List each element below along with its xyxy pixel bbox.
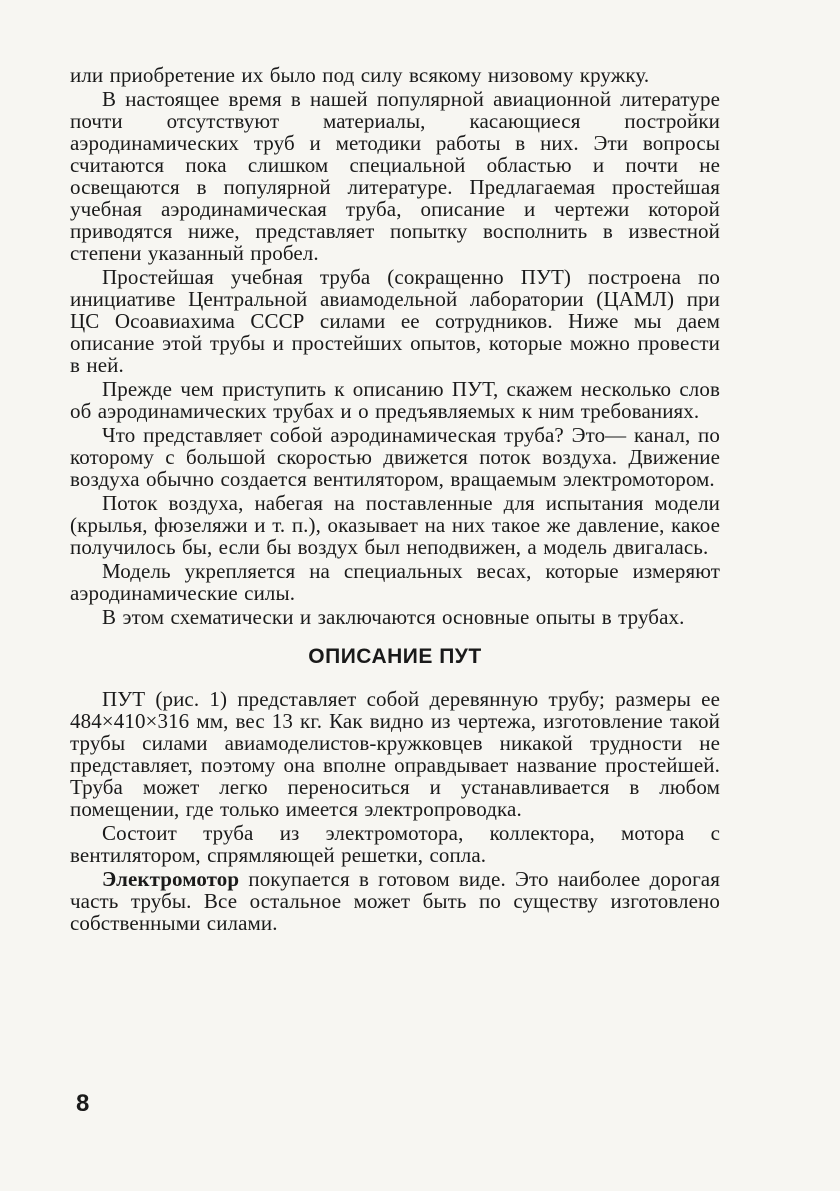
page-number: 8 [76,1090,90,1117]
page-body [70,64,720,934]
electromotor-text: покупается в готовом виде. Это наиболее дорогая часть трубы. Все остальное может быть по существу изготовлено собственными силами. [70,867,720,935]
paragraph-put-description: ПУТ (рис. 1) представляет собой деревянную трубу; размеры ее 484×410×316 мм, вес 13 кг. Как видно из чертежа, изготовление такой трубы силами авиамоделистов-кружковцев никакой трудности не представляет, поэтому она вполне оправдывает название простейшей. Труба может легко переноситься и устанавливается в любом помещении, где только имеется электропроводка. [70,687,720,821]
paragraph-electromotor [70,868,720,934]
paragraph-intro: В настоящее время в нашей популярной авиационной литературе почти отсутствуют материалы, касающиеся постройки аэродинамических труб и методики работы в них. Эти вопросы считаются пока слишком специальной областью и почти не освещаются в популярной литературе. Предлагаемая простейшая учебная аэродинамическая труба, описание и чертежи которой приводятся ниже, представляет попытку восполнить в известной степени указанный пробел. [70,87,720,265]
paragraph-continuation: или приобретение их было под силу всякому низовому кружку. [70,63,650,87]
paragraph-components: Состоит труба из электромотора, коллектора, мотора с вентилятором, спрямляющей решетки, сопла. [70,821,720,867]
book-page [70,64,720,1174]
term-electromotor: Электромотор [102,867,240,891]
section-heading: ОПИСАНИЕ ПУТ [308,645,482,668]
paragraph-air-flow: Поток воздуха, набегая на поставленные для испытания модели (крылья, фюзеляжи и т. п.), оказывает на них такое же давление, какое получилось бы, если бы воздух был неподвижен, а модель двигалась. [70,491,720,559]
paragraph-summary: В этом схематически и заключаются основные опыты в трубах. [102,605,685,629]
paragraph-what-is-tube: Что представляет собой аэродинамическая труба? Это— канал, по которому с большой скоростью движется поток воздуха. Движение воздуха обычно создается вентилятором, вращаемым электромотором. [70,423,720,491]
paragraph-transition: Прежде чем приступить к описанию ПУТ, скажем несколько слов об аэродинамических трубах и о предъявляемых к ним требованиях. [70,377,720,423]
paragraph-model-scales: Модель укрепляется на специальных весах, которые измеряют аэродинамические силы. [70,559,720,605]
paragraph-put-origin: Простейшая учебная труба (сокращенно ПУТ) построена по инициативе Центральной авиамодельной лаборатории (ЦАМЛ) при ЦС Осоавиахима СССР силами ее сотрудников. Ниже мы даем описание этой трубы и простейших опытов, которые можно провести в ней. [70,265,720,377]
